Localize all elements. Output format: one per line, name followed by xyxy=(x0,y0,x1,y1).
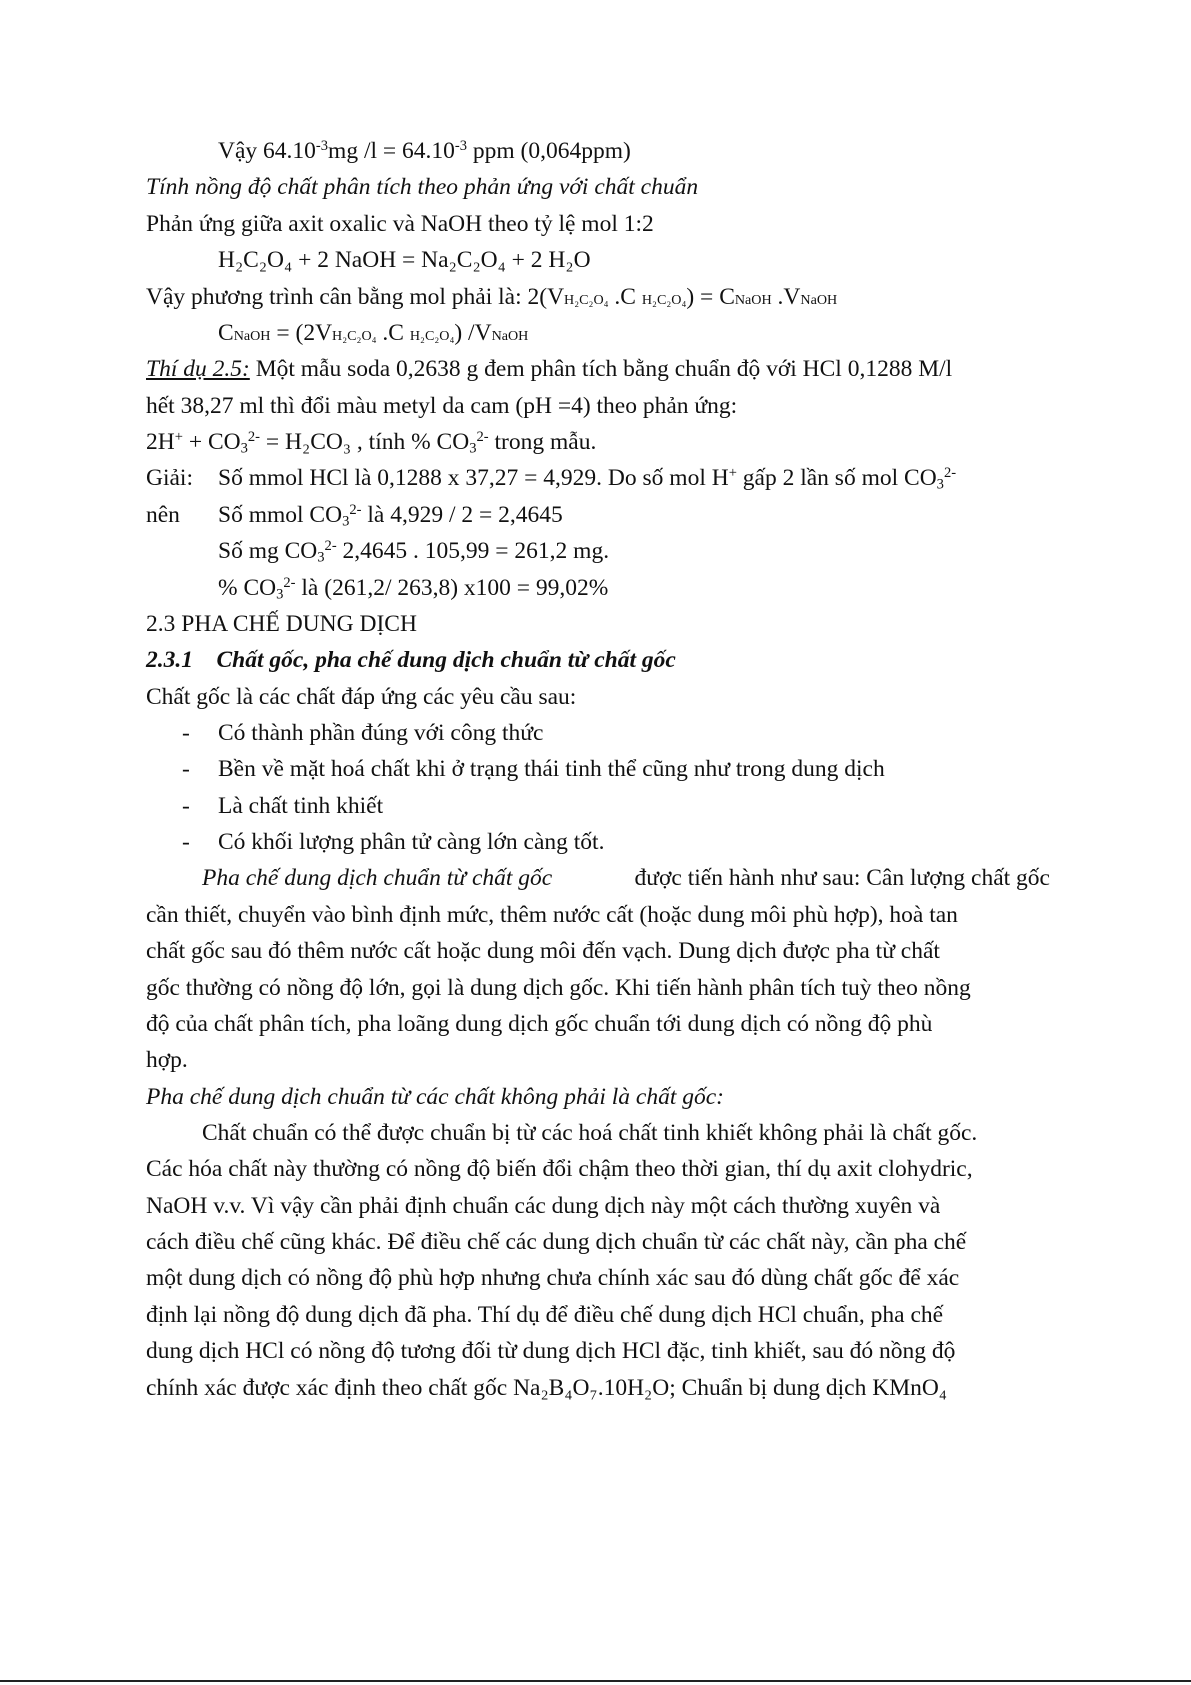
example-line: Thí dụ 2.5: Một mẫu soda 0,2638 g đem phân tích bằng chuẩn độ với HCl 0,1288 M/l xyxy=(146,356,953,382)
paragraph-line: cách điều chế cũng khác. Để điều chế các dung dịch chuẩn từ các chất này, cần pha chế xyxy=(146,1229,967,1255)
text-line: Phản ứng giữa axit oxalic và NaOH theo tỷ lệ mol 1:2 xyxy=(146,211,654,237)
page-bottom-rule xyxy=(0,1680,1191,1682)
text-line: hết 38,27 ml thì đổi màu metyl da cam (pH =4) theo phản ứng: xyxy=(146,393,738,419)
list-item: Có khối lượng phân tử càng lớn càng tốt. xyxy=(218,829,605,855)
solution-line: Giải: xyxy=(146,465,193,491)
equation-line: CNaOH = (2VH₂C₂O₄ .C H₂C₂O₄) /VNaOH xyxy=(218,320,529,346)
italic-heading: Tính nồng độ chất phân tích theo phản ứng với chất chuẩn xyxy=(146,174,699,200)
equation-line: H₂C₂O₄ + 2 NaOH = Na₂C₂O₄ + 2 H₂O xyxy=(218,247,591,273)
paragraph-line: NaOH v.v. Vì vậy cần phải định chuẩn các dung dịch này một cách thường xuyên và xyxy=(146,1193,941,1219)
paragraph-line: chính xác được xác định theo chất gốc Na₂B₄O₇.10H₂O; Chuẩn bị dung dịch KMnO₄ xyxy=(146,1375,947,1401)
solution-line: Số mmol $CO_3^{2-}$ là 4,929 / 2 = 2,4645 xyxy=(218,502,563,530)
solution-line: Số mg $CO_3^{2-}$ 2,4645 . 105,99 = 261,2 mg. xyxy=(218,538,610,566)
list-item: Bền về mặt hoá chất khi ở trạng thái tinh thể cũng như trong dung dịch xyxy=(218,756,885,782)
paragraph-line: cần thiết, chuyển vào bình định mức, thêm nước cất (hoặc dung môi phù hợp), hoà tan xyxy=(146,902,958,928)
paragraph-line: hợp. xyxy=(146,1047,188,1073)
list-item: Có thành phần đúng với công thức xyxy=(218,720,544,746)
paragraph-line: Chất chuẩn có thể được chuẩn bị từ các hoá chất tinh khiết không phải là chất gốc. xyxy=(202,1120,978,1146)
solution-line: Số mmol HCl là 0,1288 x 37,27 = 4,929. Do số mol H+ gấp 2 lần số mol $CO_3^{2-}$ xyxy=(218,465,957,493)
bullet-dash: - xyxy=(182,720,190,746)
solution-line: % $CO_3^{2-}$ là (261,2/ 263,8) x100 = 99,02% xyxy=(218,575,609,603)
paragraph-line: Pha chế dung dịch chuẩn từ chất gốc được tiến hành như sau: Cân lượng chất gốc xyxy=(202,865,1050,891)
paragraph-line: chất gốc sau đó thêm nước cất hoặc dung môi đến vạch. Dung dịch được pha từ chất xyxy=(146,938,940,964)
paragraph-line: dung dịch HCl có nồng độ tương đối từ dung dịch HCl đặc, tinh khiết, sau đó nồng độ xyxy=(146,1338,956,1364)
text-line: Chất gốc là các chất đáp ứng các yêu cầu sau: xyxy=(146,684,577,710)
paragraph-line: độ của chất phân tích, pha loãng dung dịch gốc chuẩn tới dung dịch có nồng độ phù xyxy=(146,1011,933,1037)
subsection-heading: 2.3.1 Chất gốc, pha chế dung dịch chuẩn từ chất gốc xyxy=(146,647,676,673)
equation-line: Vậy phương trình cân bằng mol phải là: 2(VH₂C₂O₄ .C H₂C₂O₄) = CNaOH .VNaOH xyxy=(146,284,838,310)
italic-heading: Pha chế dung dịch chuẩn từ các chất không phải là chất gốc: xyxy=(146,1084,724,1110)
bullet-dash: - xyxy=(182,829,190,855)
paragraph-line: gốc thường có nồng độ lớn, gọi là dung dịch gốc. Khi tiến hành phân tích tuỳ theo nồng xyxy=(146,975,971,1001)
bullet-dash: - xyxy=(182,793,190,819)
paragraph-line: một dung dịch có nồng độ phù hợp nhưng chưa chính xác sau đó dùng chất gốc để xác xyxy=(146,1265,960,1291)
text-line: Vậy $64.10^{-3}mg$ $/l = 64.10^{-3}$ ppm (0,064ppm) xyxy=(218,138,631,164)
bullet-dash: - xyxy=(182,756,190,782)
equation-line: $2H^+ + CO_3^{2-} = H_2CO_3$ , tính % $CO_3^{2-}$ trong mẫu. xyxy=(146,429,597,457)
example-label: Thí dụ 2.5: xyxy=(146,356,250,382)
section-heading: 2.3 PHA CHẾ DUNG DỊCH xyxy=(146,611,417,637)
paragraph-line: định lại nồng độ dung dịch đã pha. Thí dụ để điều chế dung dịch HCl chuẩn, pha chế xyxy=(146,1302,944,1328)
list-item: Là chất tinh khiết xyxy=(218,793,384,819)
paragraph-line: Các hóa chất này thường có nồng độ biến đổi chậm theo thời gian, thí dụ axit clohydric, xyxy=(146,1156,973,1182)
solution-line: nên xyxy=(146,502,180,528)
